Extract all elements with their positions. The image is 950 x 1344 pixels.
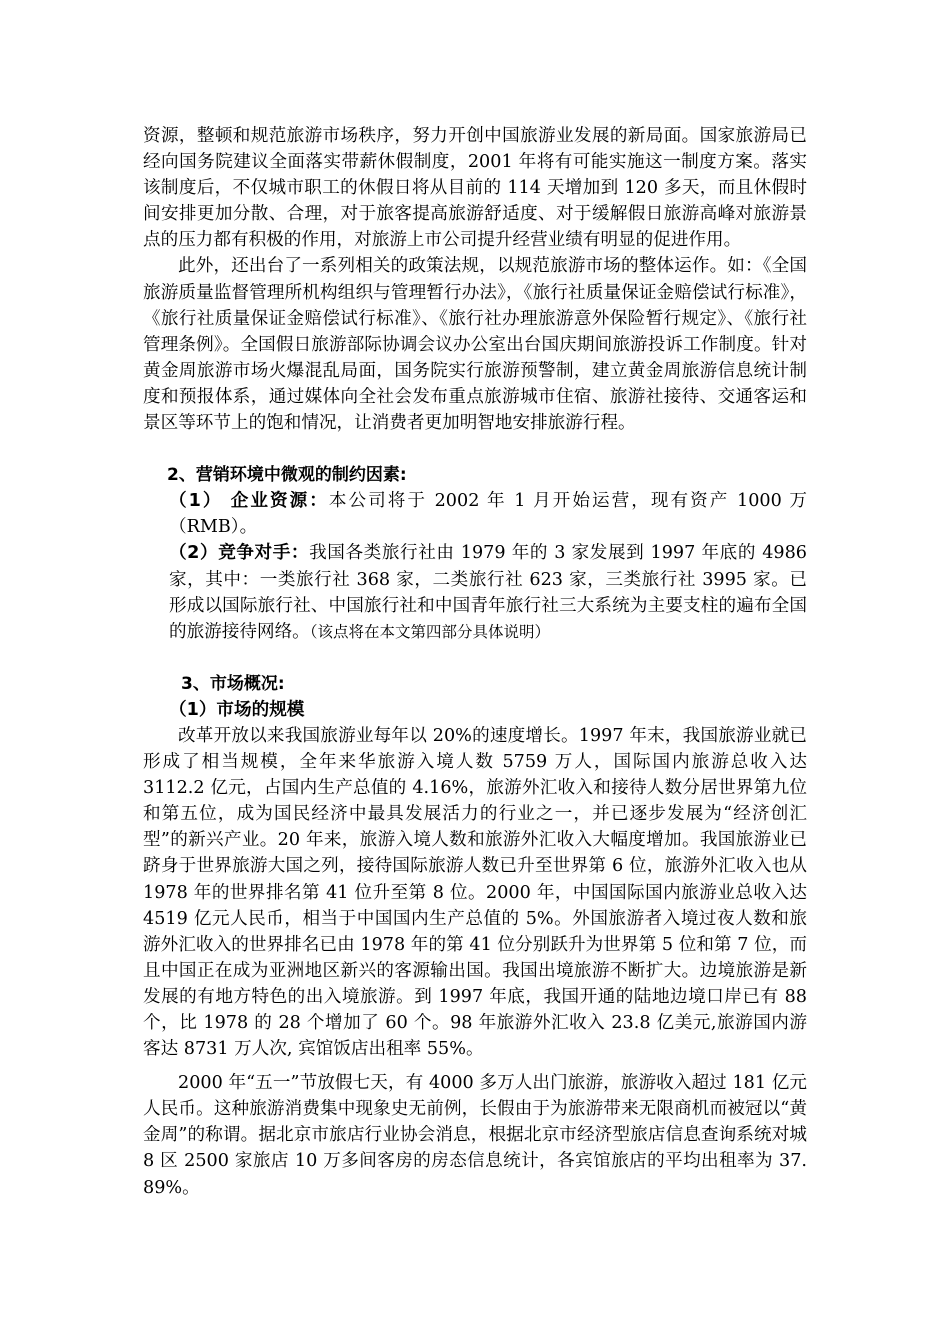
paragraph-market-size: 改革开放以来我国旅游业每年以 20%的速度增长。1997 年末，我国旅游业就已形成了相当规模，全年来华旅游入境人数 5759 万人，国际国内旅游总收入达 3112.2 亿元，占国内生产总值的 4.16%，旅游外汇收入和接待人数分居世界第九位和第五位，成为国民经济中最具发展活力的行业之一，并已逐步发展为“经济创汇型”的新兴产业。20 年来，旅游入境人数和旅游外汇收入大幅度增加。我国旅游业已跻身于世界旅游大国之列，接待国际旅游人数已升至世界第 6 位，旅游外汇收入也从 1978 年的世界排名第 41 位升至第 8 位。2000 年，中国国际国内旅游业总收入达 4519 亿元人民币，相当于中国国内生产总值的 5%。外国旅游者入境过夜人数和旅游外汇收入的世界排名已由 1978 年的第 41 位分别跃升为世界第 5 位和第 7 位，而且中国正在成为亚洲地区新兴的客源输出国。我国出境旅游不断扩大。边境旅游是新发展的有地方特色的出入境旅游。到 1997 年底，我国开通的陆地边境口岸已有 88 个，比 1978 的 28 个增加了 60 个。98 年旅游外汇收入 23.8 亿美元,旅游国内游客达 8731 万人次, 宾馆饭店出租率 55%。 bbox=[143, 725, 807, 1060]
paragraph-policy: 资源，整顿和规范旅游市场秩序，努力开创中国旅游业发展的新局面。国家旅游局已经向国务院建议全面落实带薪休假制度，2001 年将有可能实施这一制度方案。落实该制度后，不仅城市职工的休假日将从目前的 114 天增加到 120 多天，而且休假时间安排更加分散、合理，对于旅客提高旅游舒适度、对于缓解假日旅游高峰对旅游景点的压力都有积极的作用，对旅游上市公司提升经营业绩有明显的促进作用。 bbox=[143, 126, 807, 251]
item-competitors bbox=[143, 540, 807, 644]
subsection-market-size: （1）市场的规模 bbox=[169, 699, 305, 720]
section-3-heading: 3、市场概况: bbox=[181, 673, 285, 694]
spacer bbox=[143, 645, 807, 671]
item-label: （1） 企业资源： bbox=[169, 491, 329, 512]
item-label: （2）竞争对手： bbox=[169, 543, 310, 564]
item-text: 本公司将于 2002 年 1 月开始运营，现有资产 1000 万（RMB）。 bbox=[169, 491, 807, 538]
section-2-heading: 2、营销环境中微观的制约因素: bbox=[167, 465, 407, 486]
paragraph-golden-week: 2000 年“五一”节放假七天，有 4000 多万人出门旅游，旅游收入超过 181 亿元人民币。这种旅游消费集中现象史无前例，长假由于为旅游带来无限商机而被冠以“黄金周”的称谓。据北京市旅店行业协会消息，根据北京市经济型旅店信息查询系统对城 8 区 2500 家旅店 10 万多间客房的房态信息统计，各宾馆旅店的平均出租率为 37. 89%。 bbox=[143, 1073, 807, 1198]
item-text: 我国各类旅行社由 1979 年的 3 家发展到 1997 年底的 4986 家，其中：一类旅行社 368 家，二类旅行社 623 家，三类旅行社 3995 家。已形成以国际旅行社、中国旅行社和中国青年旅行社三大系统为主要支柱的遍布全国的旅游接待网络。 bbox=[169, 543, 807, 642]
item-enterprise-resources bbox=[143, 488, 807, 540]
paragraph-regulations: 此外，还出台了一系列相关的政策法规，以规范旅游市场的整体运作。如：《全国旅游质量监督管理所机构组织与管理暂行办法》，《旅行社质量保证金赔偿试行标准》，《旅行社质量保证金赔偿试行标准》、《旅行社办理旅游意外保险暂行规定》、《旅行社管理条例》。全国假日旅游部际协调会议办公室出台国庆期间旅游投诉工作制度。针对黄金周旅游市场火爆混乱局面，国务院实行旅游预警制，建立黄金周旅游信息统计制度和预报体系，通过媒体向全社会发布重点旅游城市住宿、旅游社接待、交通客运和景区等环节上的饱和情况，让消费者更加明智地安排旅游行程。 bbox=[143, 256, 807, 434]
document-page bbox=[143, 123, 807, 1201]
item-note: （该点将在本文第四部分具体说明） bbox=[309, 622, 551, 641]
spacer bbox=[143, 436, 807, 462]
